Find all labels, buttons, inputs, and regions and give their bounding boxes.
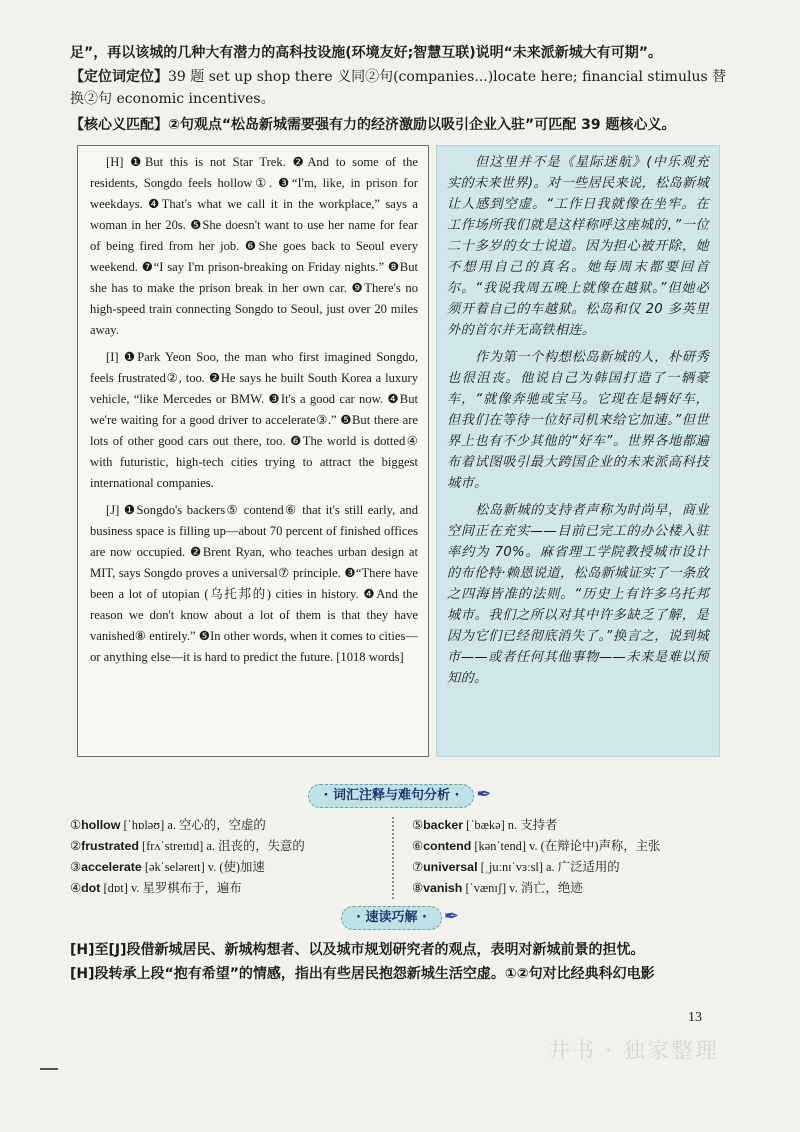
pen-icon: ✒	[476, 784, 492, 805]
vocab-word: dot	[81, 881, 101, 895]
vocab-def: [ˌjuːnɪˈvɜːsl] a. 广泛适用的	[477, 860, 620, 874]
vocab-def: [ˈbækə] n. 支持者	[463, 818, 558, 832]
locator-text: 39 题 set up shop there 义同②句(companies...)locate here; financial stimulus 替换②句 economic incentives。	[70, 69, 727, 107]
chinese-translation	[436, 145, 720, 757]
page-number: 13	[688, 1010, 702, 1025]
core-match-text: ②句观点“松岛新城需要强有力的经济激励以吸引企业入驻”可匹配 39 题核心义。	[168, 117, 676, 133]
vocab-num: ⑦	[412, 860, 424, 874]
vocab-word: backer	[423, 818, 464, 832]
vocab-def: [kənˈtend] v. (在辩论中)声称，主张	[471, 839, 661, 853]
vocab-num: ⑤	[412, 818, 424, 832]
vocab-def: [ˈvænɪʃ] v. 消亡，绝迹	[462, 881, 583, 895]
english-passage	[77, 145, 429, 757]
vocab-num: ⑥	[412, 839, 424, 853]
vocab-word: contend	[423, 839, 472, 853]
vocab-left-column	[70, 815, 400, 899]
column-divider	[392, 817, 402, 899]
vocab-word: vanish	[423, 881, 463, 895]
vocab-item	[70, 857, 400, 878]
vocab-def: [frʌˈstreɪtɪd] a. 沮丧的，失意的	[138, 839, 305, 853]
intro-line-2	[70, 66, 730, 110]
paragraph-h: [H] ❶But this is not Star Trek. ❷And to some of the residents, Songdo feels hollow①. ❸“I'm, like, in prison for weekdays. ❹That's what we call it in the workplace,” says a woman in her 20s. ❺She doesn't want to use her name for fear of being fired from her job. ❻She goes back to Seoul every weekend. ❼“I say I'm prison-breaking on Friday nights.” ❽But she has to make the prison break in her own car. ❾There's no high-speed train connecting Songdo to Seoul, just over 20 miles away.	[90, 155, 418, 337]
reading-heading-label: · 速读巧解 ·	[341, 906, 442, 930]
intro-line-3	[70, 114, 730, 136]
translation-p1: 但这里并不是《星际迷航》(中乐观充实的未来世界)。对一些居民来说，松岛新城让人感到空虚。“工作日我就像在坐牢。在工作场所我们就是这样称呼这座城的，”一位二十多岁的女士说道。因为担心被开除，她不想用自己的真名。她每周末都要回首尔。“我说我周五晚上就像在越狱。”但她必须开着自己的车越狱。松岛和仅 20 多英里外的首尔并无高铁相连。	[447, 155, 709, 338]
translation-p2: 作为第一个构想松岛新城的人，朴研秀也很沮丧。他说自己为韩国打造了一辆豪车，“就像奔驰或宝马。它现在是辆好车，但我们在等待一位好司机来给它加速。”但世界上也有不少其他的“好车”。世界各地都遍布着试图吸引最大跨国企业的未来派高科技城市。	[447, 350, 709, 491]
vocab-word: frustrated	[81, 839, 139, 853]
vocab-num: ③	[70, 860, 82, 874]
vocab-num: ⑧	[412, 881, 424, 895]
vocab-def: [əkˈseləreɪt] v. (使)加速	[141, 860, 265, 874]
core-match-tag: 【核心义匹配】	[70, 117, 168, 133]
vocab-word: hollow	[81, 818, 121, 832]
translation-p3: 松岛新城的支持者声称为时尚早，商业空间正在充实——目前已完工的办公楼入驻率约为 70%。麻省理工学院教授城市设计的布伦特·赖恩说道，松岛新城证实了一条放之四海皆准的法则。“历史上有许多乌托邦城市。我们之所以对其中许多缺乏了解，是因为它们已经彻底消失了。”换言之，说到城市——或者任何其他事物——未来是难以预知的。	[447, 503, 709, 686]
paragraph-j: [J] ❶Songdo's backers⑤ contend⑥ that it's still early, and business space is filling up—about 70 percent of finished offices are now occupied. ❷Brent Ryan, who teaches urban design at MIT, says Songdo proves a universal⑦ principle. ❸“There have been a lot of utopian (乌托邦的) cities in history. ❹And the reason we don't know about a lot of them is that they have vanished⑧ entirely.” ❺In other words, when it comes to cities—or anything else—it is hard to predict the future. [1018 words]	[90, 503, 418, 664]
vocab-item	[412, 878, 732, 899]
vocab-def: [dɒt] v. 星罗棋布于，遍布	[100, 881, 242, 895]
reading-heading	[0, 906, 800, 930]
vocab-num: ①	[70, 818, 82, 832]
reading-line-2: [H]段转承上段“抱有希望”的情感，指出有些居民抱怨新城生活空虚。①②句对比经典科幻电影	[70, 966, 655, 982]
locator-tag: 【定位词定位】	[70, 69, 168, 85]
reading-line-1: [H]至[J]段借新城居民、新城构想者、以及城市规划研究者的观点，表明对新城前景的担忧。	[70, 942, 645, 958]
vocab-item	[70, 836, 400, 857]
intro-line-1	[70, 42, 730, 64]
vocab-heading	[0, 784, 800, 808]
vocab-num: ④	[70, 881, 82, 895]
vocab-word: accelerate	[81, 860, 142, 874]
vocab-def: [ˈhɒləʊ] a. 空心的，空虚的	[120, 818, 266, 832]
paragraph-i: [I] ❶Park Yeon Soo, the man who first imagined Songdo, feels frustrated②, too. ❷He says he built South Korea a luxury vehicle, “like Mercedes or BMW. ❸It's a good car now. ❹But we're waiting for a good driver to accelerate③.” ❺But there are lots of other good cars out there, too. ❻The world is dotted④ with futuristic, high-tech cities trying to attract the biggest international companies.	[90, 350, 418, 490]
vocab-item	[70, 878, 400, 899]
watermark: 井书 · 独家整理	[548, 1039, 719, 1064]
intro-text-1: 足”，再以该城的几种大有潜力的高科技设施(环境友好;智慧互联)说明“未来派新城大有可期”。	[70, 45, 662, 61]
corner-mark	[40, 1068, 58, 1070]
vocab-word: universal	[423, 860, 478, 874]
vocab-item	[412, 815, 732, 836]
vocab-item	[412, 857, 732, 878]
vocab-num: ②	[70, 839, 82, 853]
vocab-item	[70, 815, 400, 836]
vocab-heading-label: · 词汇注释与难句分析 ·	[308, 784, 474, 808]
vocab-right-column	[412, 815, 732, 899]
pen-icon: ✒	[443, 906, 460, 927]
vocab-item	[412, 836, 732, 857]
